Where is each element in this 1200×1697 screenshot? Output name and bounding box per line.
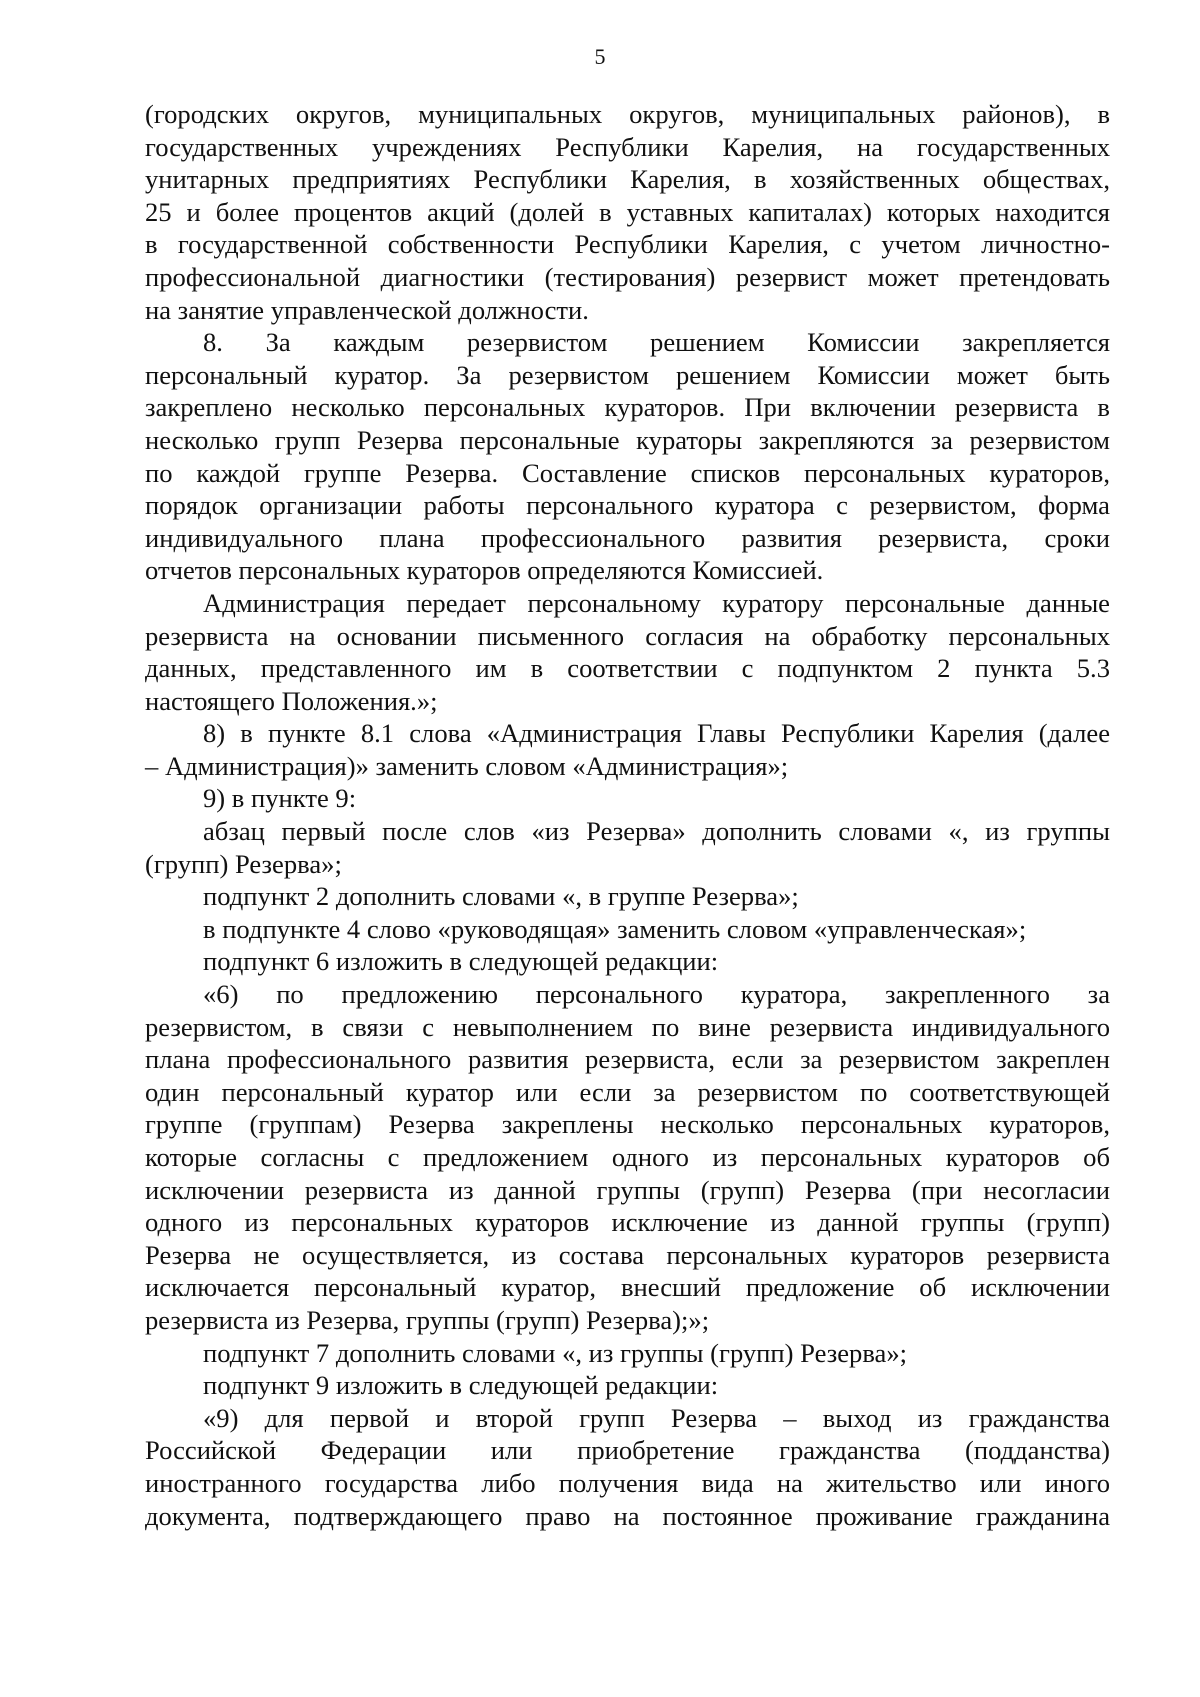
text-line: подпункт 6 изложить в следующей редакции: xyxy=(203,946,719,977)
text-line: (городских округов, муниципальных округов, муниципальных районов), в xyxy=(145,99,1110,129)
text-line: 8. За каждым резервистом решением Комиссии закрепляется xyxy=(203,327,1110,358)
text-line: абзац первый после слов «из Резерва» дополнить словами «, из группы xyxy=(203,816,1110,847)
text-line: государственных учреждениях Республики Карелия, на государственных xyxy=(145,131,1110,162)
text-line: индивидуального плана профессионального развития резервиста, сроки xyxy=(145,522,1110,553)
text-line: в подпункте 4 слово «руководящая» заменить словом «управленческая»; xyxy=(203,913,1027,944)
text-line: унитарных предприятиях Республики Карелия, в хозяйственных обществах, xyxy=(145,164,1110,195)
paragraph-subitem-9-intro xyxy=(145,1369,1110,1402)
text-line: несколько групп Резерва персональные кураторы закрепляются за резервистом xyxy=(145,424,1110,455)
paragraph-continuation xyxy=(145,98,1110,326)
paragraph-amend-8 xyxy=(145,717,1110,782)
text-line: (групп) Резерва»; xyxy=(145,848,342,879)
paragraph-subitem-6-text xyxy=(145,978,1110,1337)
text-line: на занятие управленческой должности. xyxy=(145,294,589,325)
text-line: подпункт 2 дополнить словами «, в группе Резерва»; xyxy=(203,881,799,912)
text-line: резервиста на основании письменного согласия на обработку персональных xyxy=(145,620,1110,651)
text-line: «6) по предложению персонального куратора, закрепленного за xyxy=(203,979,1110,1010)
text-line: «9) для первой и второй групп Резерва – выход из гражданства xyxy=(203,1402,1110,1433)
paragraph-subitem-7 xyxy=(145,1337,1110,1370)
text-line: 9) в пункте 9: xyxy=(203,783,357,814)
text-line: исключении резервиста из данной группы (групп) Резерва (при несогласии xyxy=(145,1174,1110,1205)
text-line: 8) в пункте 8.1 слова «Администрация Главы Республики Карелия (далее xyxy=(203,718,1110,749)
paragraph-subitem-2 xyxy=(145,880,1110,913)
text-line: один персональный куратор или если за резервистом по соответствующей xyxy=(145,1076,1110,1107)
paragraph-subitem-9-text xyxy=(145,1402,1110,1532)
text-line: по каждой группе Резерва. Составление списков персональных кураторов, xyxy=(145,457,1110,488)
text-line: иностранного государства либо получения вида на жительство или иного xyxy=(145,1467,1110,1498)
document-body xyxy=(145,98,1110,1532)
text-line: подпункт 7 дополнить словами «, из группы (групп) Резерва»; xyxy=(203,1337,908,1368)
text-line: отчетов персональных кураторов определяются Комиссией. xyxy=(145,555,824,586)
text-line: резервиста из Резерва, группы (групп) Резерва);»; xyxy=(145,1304,710,1335)
paragraph-subitem-4 xyxy=(145,913,1110,946)
paragraph-amend-9 xyxy=(145,782,1110,815)
page-number: 5 xyxy=(594,44,606,69)
paragraph-item-8 xyxy=(145,326,1110,587)
text-line: закреплено несколько персональных кураторов. При включении резервиста в xyxy=(145,392,1110,423)
text-line: группе (группам) Резерва закреплены несколько персональных кураторов, xyxy=(145,1109,1110,1140)
text-line: профессиональной диагностики (тестирования) резервист может претендовать xyxy=(145,261,1110,292)
paragraph-administration xyxy=(145,587,1110,717)
paragraph-abzac-1 xyxy=(145,815,1110,880)
text-line: данных, представленного им в соответствии с подпунктом 2 пункта 5.3 xyxy=(145,653,1110,684)
text-line: Российской Федерации или приобретение гражданства (подданства) xyxy=(145,1435,1110,1466)
text-line: документа, подтверждающего право на постоянное проживание гражданина xyxy=(145,1500,1110,1531)
text-line: Администрация передает персональному куратору персональные данные xyxy=(203,587,1110,618)
text-line: резервистом, в связи с невыполнением по вине резервиста индивидуального xyxy=(145,1011,1110,1042)
text-line: настоящего Положения.»; xyxy=(145,685,438,716)
text-line: Резерва не осуществляется, из состава персональных кураторов резервиста xyxy=(145,1239,1110,1270)
text-line: 25 и более процентов акций (долей в уставных капиталах) которых находится xyxy=(145,196,1110,227)
text-line: плана профессионального развития резервиста, если за резервистом закреплен xyxy=(145,1044,1110,1075)
text-line: подпункт 9 изложить в следующей редакции: xyxy=(203,1370,719,1401)
text-line: персональный куратор. За резервистом решением Комиссии может быть xyxy=(145,359,1110,390)
text-line: одного из персональных кураторов исключение из данной группы (групп) xyxy=(145,1207,1110,1238)
text-line: которые согласны с предложением одного из персональных кураторов об xyxy=(145,1142,1110,1172)
text-line: в государственной собственности Республики Карелия, с учетом личностно- xyxy=(145,229,1110,260)
text-line: порядок организации работы персонального куратора с резервистом, форма xyxy=(145,490,1110,521)
text-line: исключается персональный куратор, внесший предложение об исключении xyxy=(145,1272,1110,1303)
text-line: – Администрация)» заменить словом «Администрация»; xyxy=(145,750,789,781)
paragraph-subitem-6-intro xyxy=(145,945,1110,978)
